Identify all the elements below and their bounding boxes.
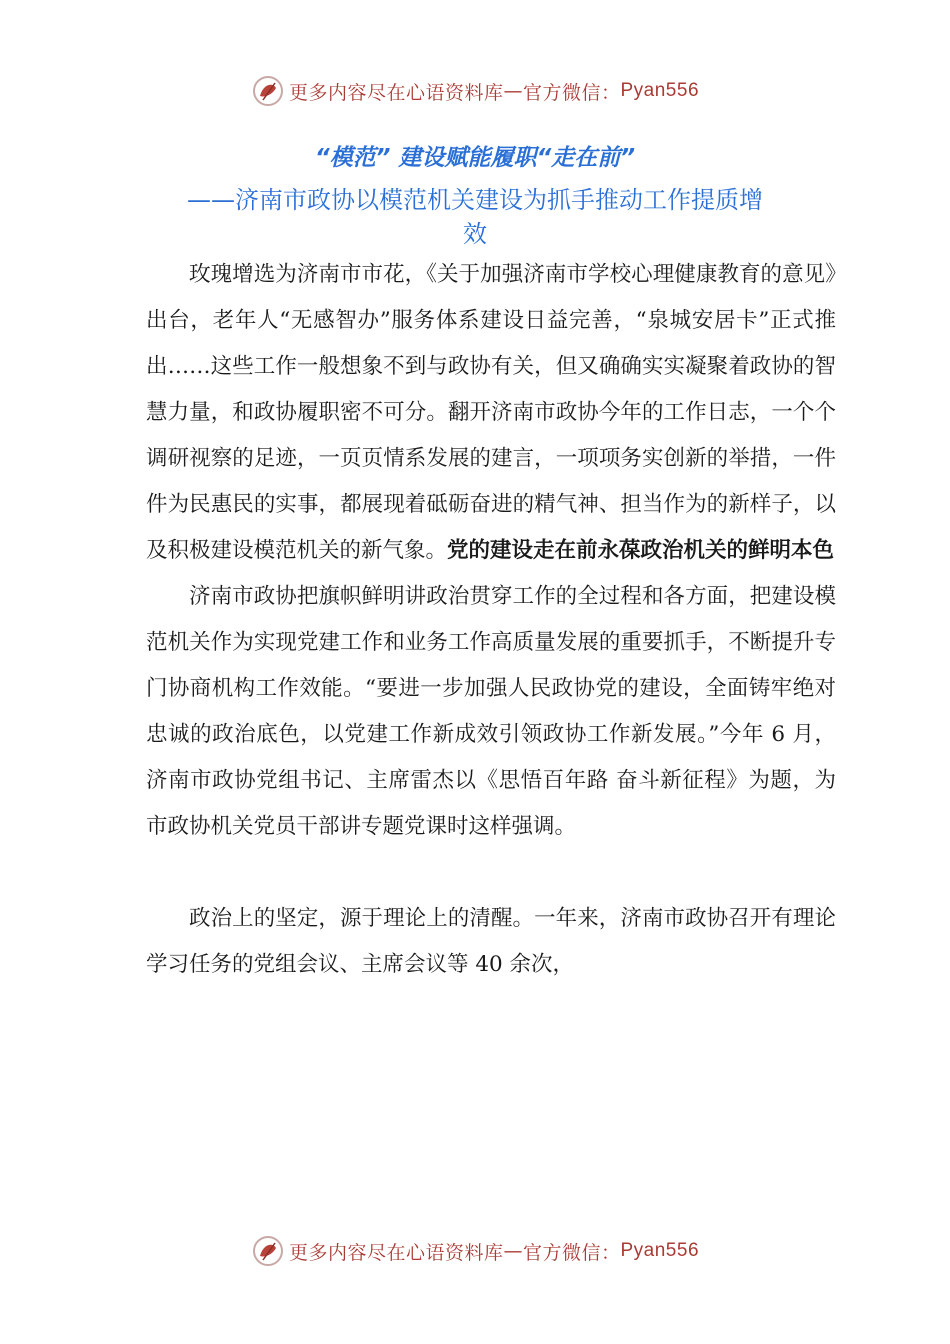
header-banner xyxy=(0,74,950,108)
section-heading: 党的建设走在前永葆政治机关的鲜明本色 xyxy=(447,538,835,563)
paragraph-3: 政治上的坚定，源于理论上的清醒。一年来，济南市政协召开有理论学习任务的党组会议、主席会议等 40 余次， xyxy=(146,906,836,977)
banner-label: 官方微信： xyxy=(522,81,621,104)
title-line-1: “模范” 建设赋能履职“走在前” xyxy=(314,145,636,171)
paragraph-1 xyxy=(146,252,836,574)
banner-text: 更多内容尽在心语资料库 xyxy=(288,1241,504,1264)
banner-handle: Pyan556 xyxy=(620,1240,700,1261)
banner-handle: Pyan556 xyxy=(620,80,700,101)
rose-logo-icon xyxy=(251,74,285,108)
banner-text: 更多内容尽在心语资料库 xyxy=(288,81,504,104)
title-line-3: 效 xyxy=(463,220,487,248)
rose-logo-icon xyxy=(251,1234,285,1268)
banner-label: 官方微信： xyxy=(522,1241,621,1264)
article-body xyxy=(146,252,836,988)
paragraph-1-text: 玫瑰增选为济南市市花，《关于加强济南市学校心理健康教育的意见》出台，老年人“无感智办”服务体系建设日益完善，“泉城安居卡”正式推出……这些工作一般想象不到与政协有关，但又确确实实凝聚着政协的智慧力量，和政协履职密不可分。翻开济南市政协今年的工作日志，一个个调研视察的足迹，一页页情系发展的建言，一项项务实创新的举措，一件件为民惠民的实事，都展现着砥砺奋进的精气神、担当作为的新样子，以及积极建设模范机关的新气象。 xyxy=(146,262,836,563)
banner-separator: — xyxy=(503,80,523,102)
banner-separator: — xyxy=(503,1240,523,1262)
title-line-2: ——济南市政协以模范机关建设为抓手推动工作提质增 xyxy=(187,186,763,214)
footer-banner xyxy=(0,1234,950,1268)
paragraph-2: 济南市政协把旗帜鲜明讲政治贯穿工作的全过程和各方面，把建设模范机关作为实现党建工作和业务工作高质量发展的重要抓手，不断提升专门协商机构工作效能。“要进一步加强人民政协党的建设，全面铸牢绝对忠诚的政治底色，以党建工作新成效引领政协工作新发展。”今年 6 月，济南市政协党组书记、主席雷杰以《思悟百年路 奋斗新征程》为题，为市政协机关党员干部讲专题党课时这样强调。 xyxy=(146,584,836,839)
paragraph-gap xyxy=(146,850,836,896)
